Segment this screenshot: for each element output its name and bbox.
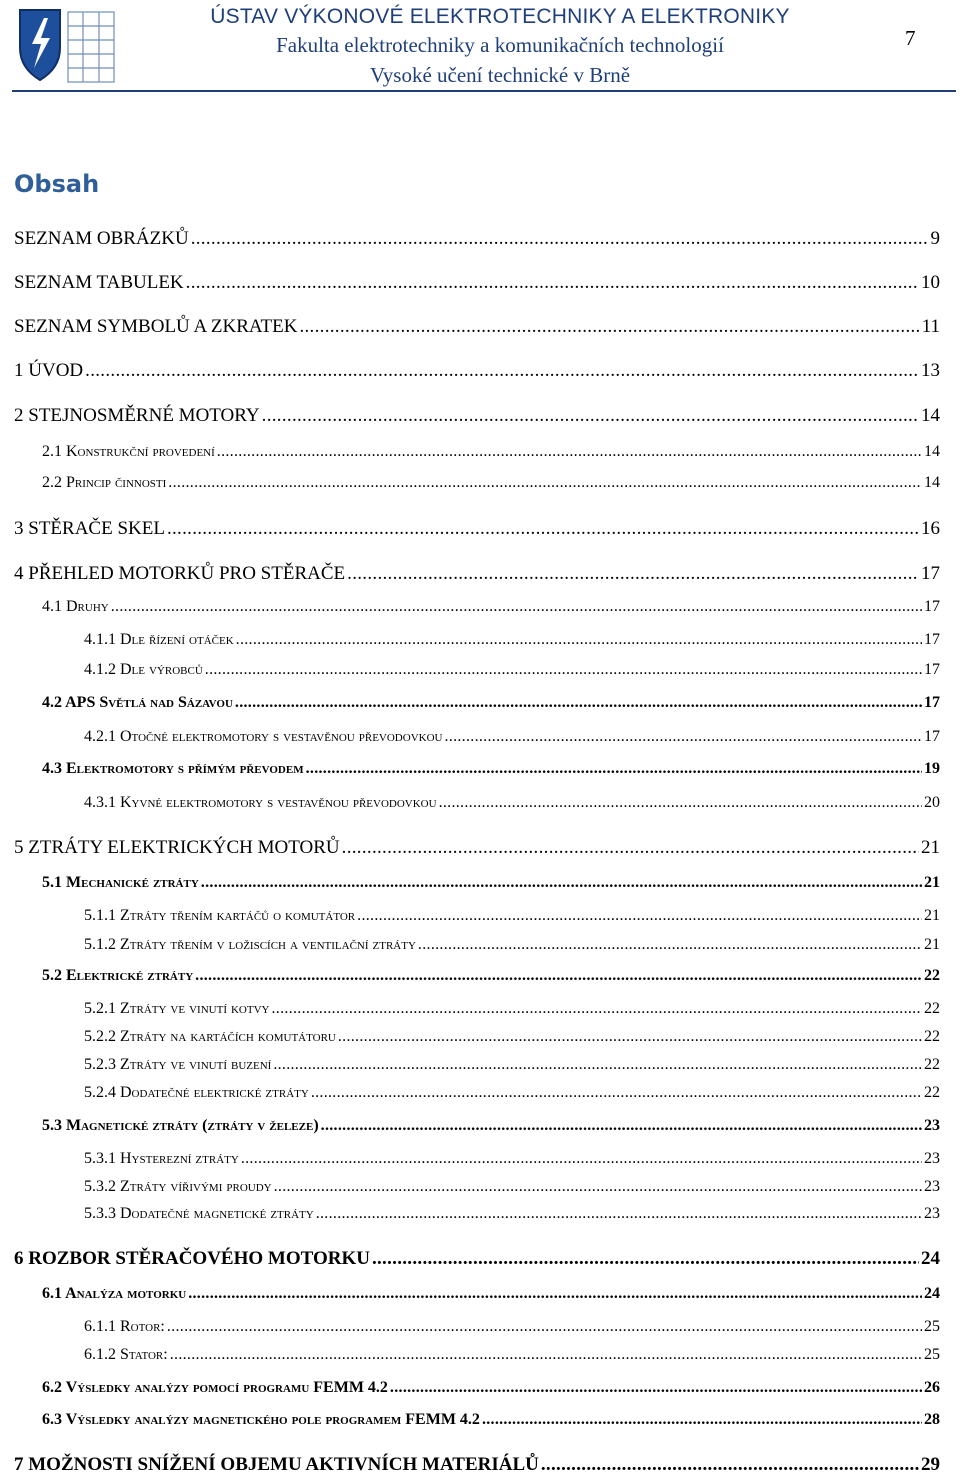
toc-entry[interactable]: 7 MOŽNOSTI SNÍŽENÍ OBJEMU AKTIVNÍCH MATERIÁLŮ ..... 29 [0, 1454, 940, 1476]
toc-entry[interactable]: 4.3.1 Kyvné elektromotory s vestavěnou převodovkou ..... 20 [0, 794, 940, 812]
university-logo-icon [14, 4, 120, 88]
toc-entry[interactable]: SEZNAM OBRÁZKŮ ..... 9 [0, 228, 940, 250]
toc-entry[interactable]: 5.3.3 Dodatečné magnetické ztráty ..... 23 [0, 1205, 940, 1223]
header-rule [12, 90, 956, 92]
toc-entry[interactable]: 2.1 Konstrukční provedení ..... 14 [0, 443, 940, 461]
toc-entry[interactable]: 2 STEJNOSMĚRNÉ MOTORY ..... 14 [0, 405, 940, 427]
toc-entry[interactable]: 6.3 Výsledky analýzy magnetického pole programem FEMM 4.2 ..... 28 [0, 1411, 940, 1429]
toc-entry[interactable]: SEZNAM TABULEK ..... 10 [0, 272, 940, 294]
toc-entry[interactable]: 4.2.1 Otočné elektromotory s vestavěnou převodovkou ..... 17 [0, 728, 940, 746]
toc-entry[interactable]: 5.2.3 Ztráty ve vinutí buzení ..... 22 [0, 1056, 940, 1074]
toc-entry[interactable]: 6.2 Výsledky analýzy pomocí programu FEMM 4.2 ..... 26 [0, 1379, 940, 1397]
toc-entry[interactable]: 3 STĚRAČE SKEL ..... 16 [0, 518, 940, 540]
toc-entry[interactable]: 5.2 Elektrické ztráty ..... 22 [0, 967, 940, 985]
toc-entry[interactable]: 4.3 Elektromotory s přímým převodem ..... 19 [0, 760, 940, 778]
university-name: Vysoké učení technické v Brně [369, 63, 631, 87]
faculty-name: Fakulta elektrotechniky a komunikačních technologií [276, 33, 724, 57]
toc-entry[interactable]: 5 ZTRÁTY ELEKTRICKÝCH MOTORŮ ..... 21 [0, 837, 940, 859]
toc-entry[interactable]: 4 PŘEHLED MOTORKŮ PRO STĚRAČE ..... 17 [0, 563, 940, 585]
toc-entry[interactable]: 6.1.2 Stator: ..... 25 [0, 1346, 940, 1364]
toc-entry[interactable]: 6 ROZBOR STĚRAČOVÉHO MOTORKU ..... 24 [0, 1248, 940, 1270]
toc-entry[interactable]: 5.1 Mechanické ztráty ..... 21 [0, 874, 940, 892]
toc-entry[interactable]: 4.1 Druhy ..... 17 [0, 598, 940, 616]
toc-entry[interactable]: 2.2 Princip činnosti ..... 14 [0, 474, 940, 492]
toc-entry[interactable]: 4.1.2 Dle výrobců ..... 17 [0, 661, 940, 679]
toc-entry[interactable]: 5.3.1 Hysterezní ztráty ..... 23 [0, 1150, 940, 1168]
header-text [150, 4, 850, 90]
institute-name: ÚSTAV VÝKONOVÉ ELEKTROTECHNIKY A ELEKTRONIKY [210, 5, 790, 28]
toc-entry[interactable]: 5.2.2 Ztráty na kartáčích komutátoru ..... 22 [0, 1028, 940, 1046]
toc-entry[interactable]: 5.2.4 Dodatečné elektrické ztráty ..... 22 [0, 1084, 940, 1102]
toc-entry[interactable]: 5.1.1 Ztráty třením kartáčů o komutátor ..... 21 [0, 907, 940, 925]
toc-entry[interactable]: 4.2 APS Světlá nad Sázavou ..... 17 [0, 694, 940, 712]
toc-entry[interactable]: SEZNAM SYMBOLŮ A ZKRATEK ..... 11 [0, 316, 940, 338]
toc-title: Obsah [14, 170, 100, 198]
toc-entry[interactable]: 1 ÚVOD ..... 13 [0, 360, 940, 382]
toc-entry[interactable]: 5.3.2 Ztráty vířivými proudy ..... 23 [0, 1178, 940, 1196]
toc-entry[interactable]: 4.1.1 Dle řízení otáček ..... 17 [0, 631, 940, 649]
toc-entry[interactable]: 5.3 Magnetické ztráty (ztráty v železe) ..... 23 [0, 1117, 940, 1135]
page-header [0, 0, 960, 96]
toc-entry[interactable]: 6.1 Analýza motorku ..... 24 [0, 1285, 940, 1303]
toc-entry[interactable]: 6.1.1 Rotor: ..... 25 [0, 1318, 940, 1336]
page-number: 7 [905, 26, 916, 50]
toc-entry[interactable]: 5.1.2 Ztráty třením v ložiscích a ventilační ztráty ..... 21 [0, 936, 940, 954]
toc-entry[interactable]: 5.2.1 Ztráty ve vinutí kotvy ..... 22 [0, 1000, 940, 1018]
